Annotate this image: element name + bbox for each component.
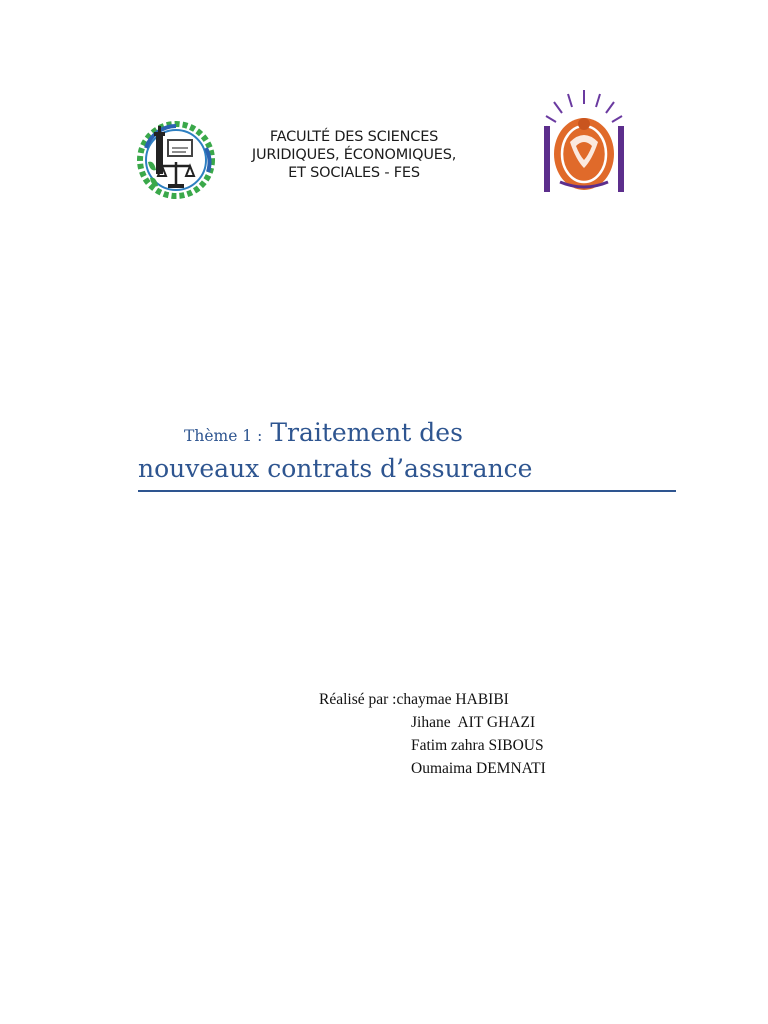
title-line-1: Traitement des bbox=[270, 418, 463, 447]
author-name: Fatim zahra SIBOUS bbox=[411, 737, 544, 754]
faculty-name-line: JURIDIQUES, ÉCONOMIQUES, bbox=[251, 147, 457, 163]
author-name: Oumaima DEMNATI bbox=[411, 760, 546, 777]
authors-block bbox=[319, 688, 546, 780]
author-name: chaymae HABIBI bbox=[396, 691, 509, 708]
faculty-name bbox=[234, 128, 474, 182]
author-name: Jihane AIT GHAZI bbox=[411, 714, 536, 731]
university-emblem-icon bbox=[538, 86, 630, 198]
document-title bbox=[138, 418, 676, 483]
title-line-2: nouveaux contrats d’assurance bbox=[138, 454, 533, 483]
authors-label: Réalisé par : bbox=[319, 691, 397, 708]
theme-label: Thème 1 : bbox=[184, 427, 263, 445]
faculty-name-line: FACULTÉ DES SCIENCES bbox=[269, 129, 439, 145]
faculty-name-line: ET SOCIALES - FES bbox=[288, 165, 420, 181]
fsjes-emblem-icon bbox=[136, 118, 216, 202]
title-underline bbox=[138, 490, 676, 492]
